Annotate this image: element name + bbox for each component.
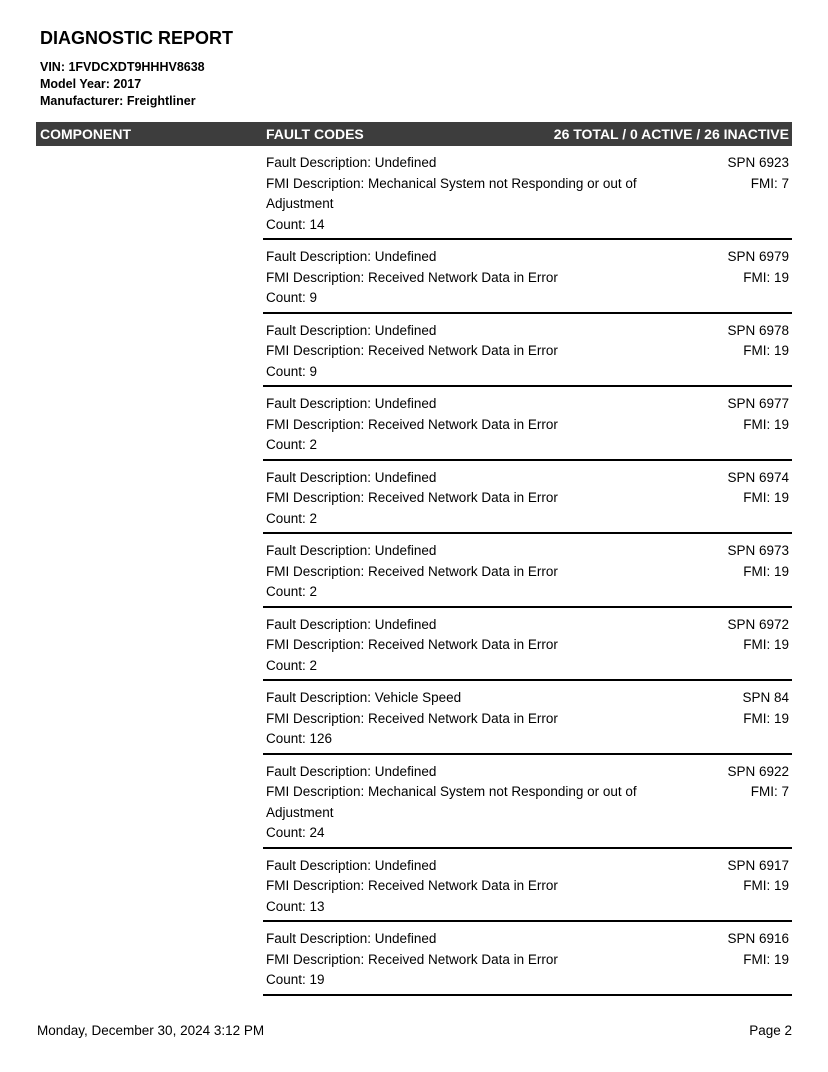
fault-count: Count: 9 <box>266 363 318 379</box>
fmi-description: FMI Description: Received Network Data in Error <box>266 343 558 358</box>
fault-summary: 26 TOTAL / 0 ACTIVE / 26 INACTIVE <box>553 126 789 142</box>
fault-details <box>266 468 656 530</box>
fault-codes <box>727 153 789 194</box>
fmi-description: FMI Description: Received Network Data in Error <box>266 637 558 652</box>
component-column-header: COMPONENT <box>40 126 131 142</box>
spn-code: SPN 6922 <box>727 763 789 779</box>
fmi-code: FMI: 19 <box>743 878 789 893</box>
fault-codes <box>727 929 789 970</box>
fault-codes <box>727 856 789 897</box>
vehicle-info <box>40 59 205 110</box>
fmi-code: FMI: 7 <box>750 784 789 799</box>
fault-row <box>263 762 792 849</box>
fmi-description: FMI Description: Received Network Data in Error <box>266 951 558 967</box>
fault-codes <box>742 688 789 729</box>
fault-description: Fault Description: Undefined <box>266 322 437 338</box>
fault-row <box>263 394 792 461</box>
fmi-description: FMI Description: Received Network Data in Error <box>266 490 558 505</box>
fault-details <box>266 247 656 309</box>
fault-count: Count: 13 <box>266 898 325 914</box>
fault-codes <box>727 247 789 288</box>
fault-count: Count: 126 <box>266 731 333 746</box>
fault-details <box>266 929 656 991</box>
manufacturer: Manufacturer: Freightliner <box>40 94 196 108</box>
fault-codes <box>727 541 789 582</box>
fault-codes <box>727 468 789 509</box>
fmi-code: FMI: 19 <box>743 343 789 358</box>
fault-details <box>266 394 656 456</box>
fault-description: Fault Description: Vehicle Speed <box>266 690 462 705</box>
spn-code: SPN 6979 <box>727 249 789 264</box>
fault-details <box>266 762 656 844</box>
fault-description: Fault Description: Undefined <box>266 543 437 558</box>
spn-code: SPN 6923 <box>727 155 789 170</box>
fault-description: Fault Description: Undefined <box>266 396 437 411</box>
fault-codes <box>727 321 789 362</box>
table-header <box>36 122 792 146</box>
fault-description: Fault Description: Undefined <box>266 616 437 632</box>
spn-code: SPN 6978 <box>727 322 789 338</box>
fmi-description: FMI Description: Mechanical System not Responding or out of Adjustment <box>266 175 637 211</box>
spn-code: SPN 6916 <box>727 931 789 946</box>
fault-details <box>266 856 656 918</box>
fault-count: Count: 14 <box>266 216 325 232</box>
fmi-code: FMI: 19 <box>743 951 789 967</box>
spn-code: SPN 6977 <box>727 396 789 411</box>
fault-description: Fault Description: Undefined <box>266 931 437 946</box>
fault-details <box>266 541 656 603</box>
fault-description: Fault Description: Undefined <box>266 155 437 170</box>
fault-row <box>263 247 792 314</box>
spn-code: SPN 6973 <box>727 543 789 558</box>
fault-row <box>263 688 792 755</box>
fmi-description: FMI Description: Received Network Data in Error <box>266 563 558 579</box>
fmi-description: FMI Description: Received Network Data in Error <box>266 416 558 432</box>
fault-row <box>263 321 792 388</box>
fault-details <box>266 688 656 750</box>
fmi-code: FMI: 19 <box>743 710 789 726</box>
fmi-description: FMI Description: Received Network Data in Error <box>266 878 558 893</box>
fault-description: Fault Description: Undefined <box>266 857 437 873</box>
fault-row <box>263 541 792 608</box>
fault-description: Fault Description: Undefined <box>266 469 437 485</box>
fault-codes <box>727 762 789 803</box>
fault-details <box>266 153 656 235</box>
fault-count: Count: 19 <box>266 972 325 987</box>
spn-code: SPN 84 <box>742 690 789 705</box>
fmi-description: FMI Description: Received Network Data in Error <box>266 269 558 285</box>
fault-description: Fault Description: Undefined <box>266 763 437 779</box>
page-number: Page 2 <box>749 1023 792 1038</box>
fault-list <box>263 153 792 1003</box>
fault-count: Count: 2 <box>266 510 318 526</box>
fault-row <box>263 929 792 996</box>
fault-description: Fault Description: Undefined <box>266 249 437 264</box>
fault-codes <box>727 394 789 435</box>
fault-count: Count: 24 <box>266 825 325 840</box>
vin: VIN: 1FVDCXDT9HHHV8638 <box>40 60 205 74</box>
fmi-description: FMI Description: Mechanical System not Responding or out of Adjustment <box>266 784 637 820</box>
fmi-code: FMI: 19 <box>743 490 789 505</box>
fault-row <box>263 153 792 240</box>
spn-code: SPN 6917 <box>727 857 789 873</box>
fmi-code: FMI: 19 <box>743 563 789 579</box>
fault-details <box>266 615 656 677</box>
fmi-code: FMI: 19 <box>743 269 789 285</box>
fault-row <box>263 856 792 923</box>
fmi-description: FMI Description: Received Network Data in Error <box>266 710 558 726</box>
fault-codes-column-header: FAULT CODES <box>266 126 364 142</box>
fault-count: Count: 2 <box>266 657 318 673</box>
fault-count: Count: 2 <box>266 584 318 599</box>
fault-details <box>266 321 656 383</box>
report-title: DIAGNOSTIC REPORT <box>40 28 234 48</box>
spn-code: SPN 6974 <box>727 469 789 485</box>
fault-count: Count: 2 <box>266 437 318 452</box>
fmi-code: FMI: 19 <box>743 416 789 432</box>
fault-codes <box>727 615 789 656</box>
spn-code: SPN 6972 <box>727 616 789 632</box>
fmi-code: FMI: 7 <box>750 175 789 191</box>
fault-row <box>263 468 792 535</box>
fault-row <box>263 615 792 682</box>
footer-date: Monday, December 30, 2024 3:12 PM <box>37 1023 265 1038</box>
model-year: Model Year: 2017 <box>40 77 142 91</box>
fault-count: Count: 9 <box>266 290 318 305</box>
fmi-code: FMI: 19 <box>743 637 789 652</box>
